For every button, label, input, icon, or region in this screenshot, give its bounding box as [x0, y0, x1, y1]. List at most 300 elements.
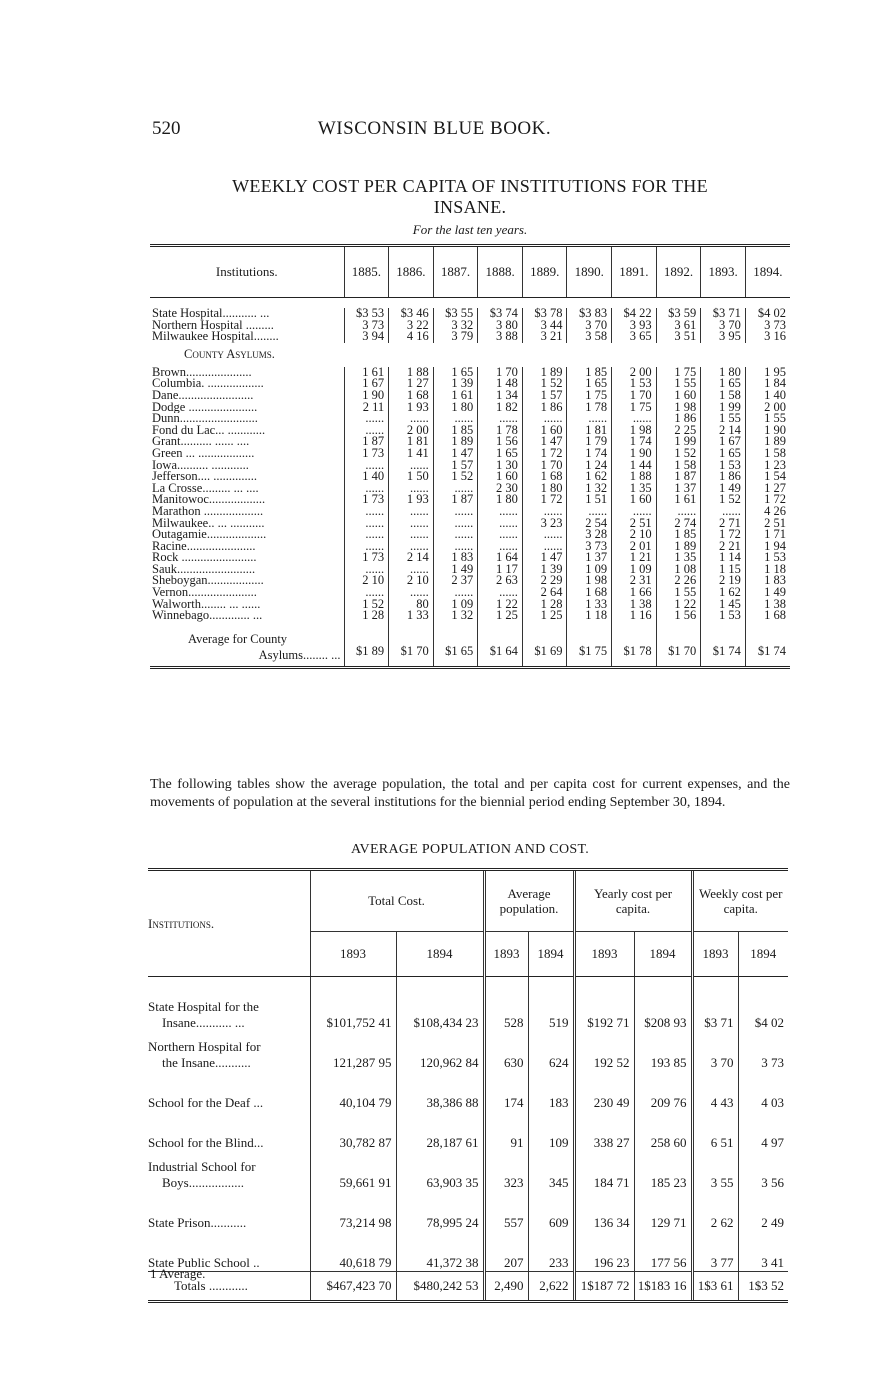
cell-value: $3 71: [692, 977, 738, 1032]
cell-value: ......: [389, 483, 434, 495]
cell-value: ......: [344, 564, 389, 576]
cell-value: 2 14: [389, 552, 434, 564]
cell-value: 3 70: [692, 1031, 738, 1071]
cell-value: 519: [528, 977, 574, 1032]
row-label: Brown.....................: [152, 366, 252, 379]
cell-value: 1 27: [389, 378, 434, 390]
cell-value: 3 51: [656, 331, 701, 343]
cell-value: $208 93: [634, 977, 692, 1032]
institution-line2: the Insane...........: [162, 1055, 251, 1070]
institution-name: [148, 1111, 310, 1151]
average-value: $1 69: [522, 646, 567, 668]
row-label: Milwaukee.. ... ...........: [152, 517, 265, 530]
row-label: Vernon......................: [152, 587, 257, 599]
cell-value: 1 74: [567, 448, 612, 460]
cell-value: 1 85: [567, 367, 612, 379]
cell-value: 2 10: [344, 575, 389, 587]
cell-value: 1 52: [433, 471, 478, 483]
cell-value: 1 68: [522, 471, 567, 483]
cell-value: 1 61: [433, 390, 478, 402]
row-label: Manitowoc..................: [152, 494, 266, 506]
cell-value: ......: [389, 587, 434, 599]
cell-value: 1 52: [344, 599, 389, 611]
totals-value: 1$187 72: [574, 1272, 634, 1302]
group-average-population: Average population.: [484, 870, 574, 932]
cell-value: 3 79: [433, 331, 478, 343]
cell-value: ......: [433, 518, 478, 530]
cell-value: 1 58: [745, 448, 790, 460]
col-institutions: Institutions.: [148, 915, 215, 931]
cell-value: 1 51: [567, 494, 612, 506]
table-row: [148, 1111, 788, 1151]
cell-value: 2 71: [701, 518, 746, 530]
row-label: Dodge ......................: [152, 401, 258, 414]
cell-value: 1 98: [612, 425, 657, 437]
cell-value: ......: [478, 541, 523, 553]
cell-value: 1 94: [745, 541, 790, 553]
cell-value: 28,187 61: [396, 1111, 484, 1151]
cell-value: 1 28: [344, 610, 389, 622]
table-row: [148, 1071, 788, 1111]
cell-value: 1 95: [745, 367, 790, 379]
cell-value: 1 68: [389, 390, 434, 402]
cell-value: 1 35: [612, 483, 657, 495]
cell-value: 3 95: [701, 331, 746, 343]
cell-value: ......: [389, 529, 434, 541]
table2-body: [148, 977, 788, 1302]
cell-value: ......: [433, 413, 478, 425]
cell-value: 1 87: [344, 436, 389, 448]
cell-value: 59,661 91: [310, 1151, 396, 1191]
year-header: 1893: [484, 932, 528, 977]
cell-value: 1 65: [701, 448, 746, 460]
cell-value: 1 52: [701, 494, 746, 506]
cell-value: 1 28: [522, 599, 567, 611]
cell-value: 1 67: [344, 378, 389, 390]
institution-name: [148, 1071, 310, 1111]
cell-value: 1 47: [522, 436, 567, 448]
cell-value: 1 80: [701, 367, 746, 379]
cell-value: $101,752 41: [310, 977, 396, 1032]
totals-value: $467,423 70: [310, 1272, 396, 1302]
cell-value: 1 72: [522, 494, 567, 506]
average-value: $1 74: [701, 646, 746, 668]
cell-value: $4 22: [612, 308, 657, 320]
cell-value: $4 02: [745, 308, 790, 320]
cell-value: 609: [528, 1191, 574, 1231]
year-header: 1893: [310, 932, 396, 977]
cell-value: 63,903 35: [396, 1151, 484, 1191]
cell-value: ......: [478, 587, 523, 599]
cell-value: 2 00: [745, 402, 790, 414]
cell-value: 2 49: [738, 1191, 788, 1231]
cell-value: $3 78: [522, 308, 567, 320]
population-cost-table: [148, 868, 788, 1303]
cell-value: ......: [656, 506, 701, 518]
cell-value: 2 10: [612, 529, 657, 541]
cell-value: 1 58: [656, 460, 701, 472]
cell-value: 4 26: [745, 506, 790, 518]
table1-title: [150, 176, 790, 218]
cell-value: 1 83: [433, 552, 478, 564]
cell-value: 1 56: [478, 436, 523, 448]
institution-name: [148, 1191, 310, 1231]
year-header: 1885.: [344, 246, 389, 298]
cell-value: 1 93: [389, 494, 434, 506]
cell-value: 2 00: [612, 367, 657, 379]
cell-value: ......: [389, 518, 434, 530]
year-header: 1886.: [389, 246, 434, 298]
cell-value: 3 73: [567, 541, 612, 553]
cell-value: 1 54: [745, 471, 790, 483]
cell-value: 1 78: [567, 402, 612, 414]
cell-value: 1 81: [567, 425, 612, 437]
year-header: 1894: [396, 932, 484, 977]
cell-value: 1 37: [656, 483, 701, 495]
cell-value: 3 28: [567, 529, 612, 541]
cell-value: 1 49: [701, 483, 746, 495]
cell-value: 1 64: [478, 552, 523, 564]
cell-value: 1 14: [701, 552, 746, 564]
cell-value: 1 71: [745, 529, 790, 541]
cell-value: 1 25: [478, 610, 523, 622]
cell-value: ......: [344, 506, 389, 518]
totals-value: 2,622: [528, 1272, 574, 1302]
cell-value: 1 40: [745, 390, 790, 402]
row-label: Sheboygan..................: [152, 575, 264, 588]
cell-value: 1 88: [389, 367, 434, 379]
average-value: $1 74: [745, 646, 790, 668]
cell-value: 345: [528, 1151, 574, 1191]
cell-value: 1 30: [478, 460, 523, 472]
empty-cell: [612, 622, 657, 646]
cell-value: 1 89: [522, 367, 567, 379]
cell-value: 2 26: [656, 575, 701, 587]
table1-body: [150, 298, 790, 668]
institution-line1: State Prison...........: [148, 1215, 247, 1230]
empty-cell: [567, 622, 612, 646]
cell-value: ......: [701, 506, 746, 518]
section-row: [150, 343, 790, 367]
year-header: 1893: [574, 932, 634, 977]
cell-value: 1 72: [745, 494, 790, 506]
totals-value: 1$3 61: [692, 1272, 738, 1302]
cell-value: 2 19: [701, 575, 746, 587]
cell-value: 1 47: [433, 448, 478, 460]
cell-value: 2 30: [478, 483, 523, 495]
row-label: Walworth........ ... ......: [152, 598, 261, 611]
cell-value: ......: [522, 541, 567, 553]
institution-line1: School for the Blind...: [148, 1135, 264, 1150]
cell-value: 258 60: [634, 1111, 692, 1151]
cell-value: 2 51: [612, 518, 657, 530]
cell-value: 233: [528, 1231, 574, 1272]
cell-value: 624: [528, 1031, 574, 1071]
cell-value: 3 88: [478, 331, 523, 343]
cell-value: 1 39: [522, 564, 567, 576]
empty-cell: [344, 622, 389, 646]
cell-value: 3 32: [433, 320, 478, 332]
cell-value: 91: [484, 1111, 528, 1151]
cell-value: 1 98: [656, 402, 701, 414]
table-row: [150, 331, 790, 343]
cell-value: 1 55: [656, 587, 701, 599]
row-label: Marathon ...................: [152, 505, 264, 518]
cell-value: 1 78: [478, 425, 523, 437]
totals-label: Totals ............: [148, 1272, 310, 1302]
cell-value: 2 10: [389, 575, 434, 587]
cell-value: 1 80: [433, 402, 478, 414]
cell-value: 1 90: [745, 425, 790, 437]
cell-value: 1 22: [478, 599, 523, 611]
cell-value: 3 41: [738, 1231, 788, 1272]
cell-value: 3 61: [656, 320, 701, 332]
institution-line2: Boys.................: [162, 1175, 244, 1190]
average-label-1: Average for County: [188, 632, 288, 646]
table-row: [150, 610, 790, 622]
cell-value: 1 74: [612, 436, 657, 448]
cell-value: 1 73: [344, 494, 389, 506]
cell-value: 183: [528, 1071, 574, 1111]
year-header: 1888.: [478, 246, 523, 298]
row-label: Outagamie...................: [152, 529, 267, 541]
cell-value: 1 66: [612, 587, 657, 599]
institution-name: [148, 1151, 310, 1191]
totals-row: [148, 1272, 788, 1302]
cell-value: 3 70: [567, 320, 612, 332]
cell-value: 3 55: [692, 1151, 738, 1191]
cell-value: 1 56: [656, 610, 701, 622]
cell-value: 40,104 79: [310, 1071, 396, 1111]
cell-value: 109: [528, 1111, 574, 1151]
cell-value: 1 86: [656, 413, 701, 425]
cell-value: 1 67: [701, 436, 746, 448]
cell-value: 557: [484, 1191, 528, 1231]
cell-value: $3 46: [389, 308, 434, 320]
row-label: Jefferson.... ..............: [152, 471, 257, 483]
row-label: La Crosse......... ... ....: [152, 482, 259, 495]
year-header: 1890.: [567, 246, 612, 298]
cell-value: ......: [344, 587, 389, 599]
cell-value: ......: [344, 425, 389, 437]
cell-value: 1 34: [478, 390, 523, 402]
cell-value: 174: [484, 1071, 528, 1111]
cell-value: ......: [344, 483, 389, 495]
cell-value: 1 65: [567, 378, 612, 390]
cell-value: $3 74: [478, 308, 523, 320]
cell-value: 1 81: [389, 436, 434, 448]
institution-line2: Insane........... ...: [162, 1015, 245, 1030]
cell-value: 1 88: [612, 471, 657, 483]
cell-value: 40,618 79: [310, 1231, 396, 1272]
cell-value: 80: [389, 599, 434, 611]
cell-value: 1 47: [522, 552, 567, 564]
cell-value: 38,386 88: [396, 1071, 484, 1111]
cell-value: 1 86: [522, 402, 567, 414]
col-institutions: Institutions.: [150, 246, 344, 298]
cell-value: 1 35: [656, 552, 701, 564]
cell-value: 1 09: [612, 564, 657, 576]
row-label: Rock ........................: [152, 552, 257, 564]
cell-value: 1 68: [745, 610, 790, 622]
cell-value: 2 63: [478, 575, 523, 587]
cell-value: 2 25: [656, 425, 701, 437]
table2-group-row: [148, 870, 788, 932]
average-value: $1 78: [612, 646, 657, 668]
cell-value: 1 24: [567, 460, 612, 472]
cell-value: 1 93: [389, 402, 434, 414]
weekly-cost-table: [150, 244, 790, 669]
year-header: 1894: [634, 932, 692, 977]
cell-value: 3 94: [344, 331, 389, 343]
cell-value: $192 71: [574, 977, 634, 1032]
institution-line1: Industrial School for: [148, 1159, 256, 1174]
row-label: Milwaukee Hospital........: [152, 331, 279, 343]
cell-value: ......: [344, 541, 389, 553]
cell-value: 1 45: [701, 599, 746, 611]
table1-title-line1: WEEKLY COST PER CAPITA OF INSTITUTIONS FOR THE: [232, 176, 708, 196]
empty-cell: [656, 622, 701, 646]
running-title: WISCONSIN BLUE BOOK.: [317, 118, 552, 139]
cell-value: 1 22: [656, 599, 701, 611]
row-label: Northern Hospital .........: [152, 319, 274, 332]
cell-value: 1 73: [344, 552, 389, 564]
row-label: Iowa.......... ............: [152, 459, 249, 472]
cell-value: ......: [433, 529, 478, 541]
row-label: State Hospital........... ...: [152, 308, 270, 320]
cell-value: ......: [567, 506, 612, 518]
cell-value: 1 60: [656, 390, 701, 402]
cell-value: 73,214 98: [310, 1191, 396, 1231]
empty-cell: [433, 622, 478, 646]
cell-value: 78,995 24: [396, 1191, 484, 1231]
cell-value: 630: [484, 1031, 528, 1071]
cell-value: 1 57: [522, 390, 567, 402]
cell-value: 1 65: [701, 378, 746, 390]
cell-value: 1 49: [433, 564, 478, 576]
cell-value: 1 53: [701, 610, 746, 622]
cell-value: ......: [389, 460, 434, 472]
cell-value: 3 65: [612, 331, 657, 343]
page-number: 520: [152, 118, 181, 139]
cell-value: 3 73: [738, 1031, 788, 1071]
cell-value: 3 73: [745, 320, 790, 332]
year-header: 1891.: [612, 246, 657, 298]
cell-value: ......: [478, 413, 523, 425]
cell-value: 4 03: [738, 1071, 788, 1111]
cell-value: ......: [389, 413, 434, 425]
cell-value: 129 71: [634, 1191, 692, 1231]
institution-name: [148, 977, 310, 1032]
cell-value: 1 99: [656, 436, 701, 448]
cell-value: 136 34: [574, 1191, 634, 1231]
table-row: [148, 1231, 788, 1272]
cell-value: 3 80: [478, 320, 523, 332]
cell-value: ......: [344, 529, 389, 541]
cell-value: ......: [389, 541, 434, 553]
cell-value: 1 61: [656, 494, 701, 506]
cell-value: 1 09: [567, 564, 612, 576]
cell-value: 1 08: [656, 564, 701, 576]
row-label: Sauk.........................: [152, 563, 256, 576]
cell-value: 1 21: [612, 552, 657, 564]
cell-value: 1 53: [745, 552, 790, 564]
average-value: $1 64: [478, 646, 523, 668]
table-row: [148, 1191, 788, 1231]
cell-value: 1 32: [567, 483, 612, 495]
cell-value: $3 83: [567, 308, 612, 320]
cell-value: ......: [344, 460, 389, 472]
year-header: 1894: [738, 932, 788, 977]
table-row: [148, 977, 788, 1032]
cell-value: 177 56: [634, 1231, 692, 1272]
cell-value: 1 44: [612, 460, 657, 472]
cell-value: 4 97: [738, 1111, 788, 1151]
cell-value: 1 70: [522, 460, 567, 472]
cell-value: 4 16: [389, 331, 434, 343]
cell-value: 1 75: [656, 367, 701, 379]
cell-value: 1 89: [433, 436, 478, 448]
empty-cell: [701, 622, 746, 646]
intro-paragraph: The following tables show the average population, the total and per capita cost for current expenses, and the movements of population at the several institutions for the biennial period ending September 30, 1894.: [150, 777, 790, 810]
cell-value: 1 37: [567, 552, 612, 564]
table1-subtitle: For the last ten years.: [412, 222, 528, 237]
cell-value: 2 51: [745, 518, 790, 530]
cell-value: 230 49: [574, 1071, 634, 1111]
cell-value: $3 71: [701, 308, 746, 320]
cell-value: 3 44: [522, 320, 567, 332]
cell-value: 2 29: [522, 575, 567, 587]
cell-value: 209 76: [634, 1071, 692, 1111]
empty-cell: [522, 622, 567, 646]
cell-value: $3 59: [656, 308, 701, 320]
average-row-1: [150, 622, 790, 646]
cell-value: 1 62: [701, 587, 746, 599]
cell-value: 2 01: [612, 541, 657, 553]
cell-value: 1 41: [389, 448, 434, 460]
cell-value: $108,434 23: [396, 977, 484, 1032]
row-label: Fond du Lac... ............: [152, 424, 266, 437]
cell-value: 3 58: [567, 331, 612, 343]
group-yearly-cost: Yearly cost per capita.: [574, 870, 692, 932]
cell-value: 1 49: [745, 587, 790, 599]
cell-value: 1 48: [478, 378, 523, 390]
cell-value: ......: [478, 506, 523, 518]
cell-value: 1 38: [612, 599, 657, 611]
cell-value: 2 62: [692, 1191, 738, 1231]
cell-value: 1 72: [522, 448, 567, 460]
cell-value: 1 61: [344, 367, 389, 379]
cell-value: 528: [484, 977, 528, 1032]
cell-value: 1 53: [612, 378, 657, 390]
cell-value: ......: [433, 506, 478, 518]
cell-value: 1 86: [701, 471, 746, 483]
cell-value: ......: [433, 483, 478, 495]
group-total-cost: Total Cost.: [310, 870, 484, 932]
cell-value: 1 70: [478, 367, 523, 379]
cell-value: 1 65: [433, 367, 478, 379]
cell-value: 3 23: [522, 518, 567, 530]
cell-value: 2 00: [389, 425, 434, 437]
row-label: Green ... ..................: [152, 447, 255, 460]
average-row-2: [150, 646, 790, 668]
totals-value: 2,490: [484, 1272, 528, 1302]
cell-value: 1 18: [567, 610, 612, 622]
cell-value: 1 87: [656, 471, 701, 483]
cell-value: 2 31: [612, 575, 657, 587]
cell-value: 338 27: [574, 1111, 634, 1151]
cell-value: 30,782 87: [310, 1111, 396, 1151]
